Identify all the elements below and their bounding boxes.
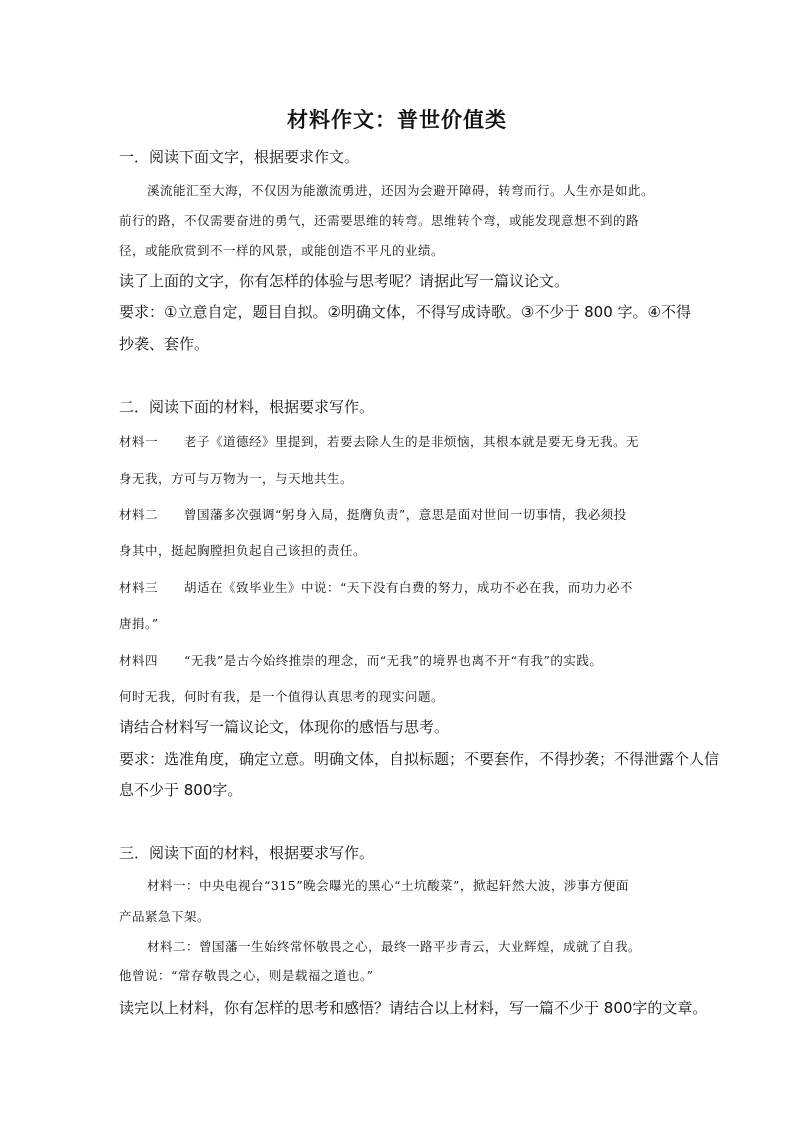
section-1-requirement-line: 抄袭、套作。 [119, 335, 210, 353]
section-1-material-line: 溪流能汇至大海，不仅因为能激流勇进，还因为会避开障碍，转弯而行。人生亦是如此。 [147, 183, 655, 198]
section-3-material-line: 产品紧急下架。 [119, 909, 211, 924]
section-2-heading: 二．阅读下面的材料，根据要求写作。 [119, 398, 375, 416]
section-1-prompt: 读了上面的文字，你有怎样的体验与思考呢？请据此写一篇议论文。 [119, 272, 570, 290]
section-2-material-line: 身其中，挺起胸膛担负起自己该担的责任。 [119, 543, 367, 558]
section-2-material-line: 材料二 曾国藩多次强调“躬身入局，挺膺负责”，意思是面对世间一切事情，我必须投 [119, 507, 627, 522]
section-1-heading: 一．阅读下面文字，根据要求作文。 [119, 148, 360, 166]
section-1-material-line: 前行的路，不仅需要奋进的勇气，还需要思维的转弯。思维转个弯，或能发现意想不到的路 [119, 213, 640, 228]
section-2-material-line: 材料三 胡适在《致毕业生》中说：“天下没有白费的努力，成功不必在我，而功力必不 [119, 580, 633, 595]
section-2-material-line: 材料一 老子《道德经》里提到，若要去除人生的是非烦恼，其根本就是要无身无我。无 [119, 434, 640, 449]
section-3-material-line: 材料一：中央电视台“315”晚会曝光的黑心“土坑酸菜”，掀起轩然大波，涉事方便面 [147, 878, 629, 893]
section-3-heading: 三．阅读下面的材料，根据要求写作。 [119, 844, 375, 862]
section-2-material-line: 身无我，方可与万物为一，与天地共生。 [119, 471, 354, 486]
section-2-material-line: 唐捐。” [119, 616, 159, 631]
section-2-material-line: 材料四 “无我”是古今始终推崇的理念，而“无我”的境界也离不开“有我”的实践。 [119, 653, 603, 668]
section-2-material-line: 何时无我，何时有我，是一个值得认真思考的现实问题。 [119, 689, 445, 704]
section-2-prompt: 请结合材料写一篇议论文，体现你的感悟与思考。 [119, 718, 450, 736]
section-3-prompt: 读完以上材料，你有怎样的思考和感悟？请结合以上材料，写一篇不少于 800字的文章。 [119, 999, 708, 1017]
section-2-requirement-line: 要求：选准角度，确定立意。明确文体，自拟标题；不要套作，不得抄袭；不得泄露个人信 [119, 750, 720, 768]
section-1-material-line: 径，或能欣赏到不一样的风景，或能创造不平凡的业绩。 [119, 243, 445, 258]
section-1-requirement-line: 要求：①立意自定，题目自拟。②明确文体，不得写成诗歌。③不少于 800 字。④不得 [119, 303, 691, 321]
section-3-material-line: 材料二：曾国藩一生始终常怀敬畏之心，最终一路平步青云，大业辉煌，成就了自我。 [147, 939, 642, 954]
page-title: 材料作文：普世价值类 [287, 107, 507, 132]
section-2-requirement-line: 息不少于 800字。 [119, 781, 243, 799]
section-3-material-line: 他曾说：“常存敬畏之心，则是载福之道也。” [119, 968, 374, 983]
